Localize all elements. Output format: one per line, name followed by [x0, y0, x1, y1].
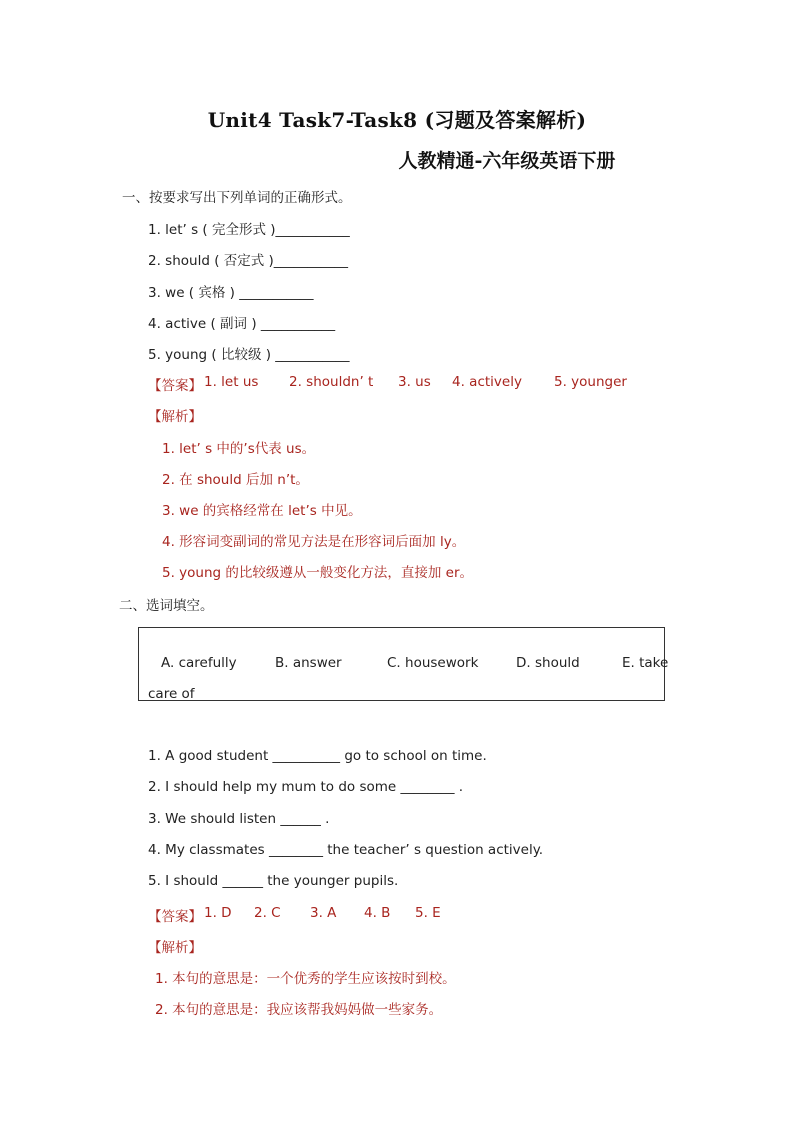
section1-answer: 5. younger — [554, 374, 627, 390]
section1-analysis-item: 4. 形容词变副词的常见方法是在形容词后面加 ly。 — [162, 534, 466, 550]
word-bank-option: D. should — [516, 655, 580, 671]
section2-question: 5. I should ______ the younger pupils. — [148, 873, 399, 889]
section1-analysis-item: 2. 在 should 后加 n’t。 — [162, 472, 309, 488]
section1-answer-label: 【答案】 — [148, 378, 202, 394]
section1-question: 1. let’ s ( 完全形式 )___________ — [148, 222, 350, 238]
section1-answer: 3. us — [398, 374, 431, 390]
section2-analysis-label: 【解析】 — [148, 940, 202, 956]
section2-answer: 3. A — [310, 905, 337, 921]
section2-analysis-item: 2. 本句的意思是：我应该帮我妈妈做一些家务。 — [155, 1002, 443, 1018]
section1-question: 3. we ( 宾格 ) ___________ — [148, 285, 314, 301]
document-title: Unit4 Task7-Task8 (习题及答案解析) — [207, 108, 587, 132]
word-bank-option: B. answer — [275, 655, 342, 671]
section2-answer: 5. E — [415, 905, 441, 921]
section2-question: 1. A good student __________ go to school on time. — [148, 748, 487, 764]
section1-answer: 2. shouldn’ t — [289, 374, 374, 390]
section2-answer: 1. D — [204, 905, 232, 921]
section1-analysis-item: 5. young 的比较级遵从一般变化方法，直接加 er。 — [162, 565, 474, 581]
section1-analysis-item: 3. we 的宾格经常在 let’s 中见。 — [162, 503, 362, 519]
section2-answer: 2. C — [254, 905, 281, 921]
word-bank-option: A. carefully — [161, 655, 237, 671]
section1-answer: 4. actively — [452, 374, 522, 390]
section2-heading: 二、选词填空。 — [119, 598, 214, 614]
section2-answer: 4. B — [364, 905, 391, 921]
section1-question: 2. should ( 否定式 )___________ — [148, 253, 349, 269]
section1-answer: 1. let us — [204, 374, 259, 390]
section2-question: 2. I should help my mum to do some ________ . — [148, 779, 464, 795]
section1-question: 4. active ( 副词 ) ___________ — [148, 316, 336, 332]
section2-analysis-item: 1. 本句的意思是：一个优秀的学生应该按时到校。 — [155, 971, 456, 987]
word-bank-option: E. take — [622, 655, 669, 671]
section1-analysis-item: 1. let’ s 中的’s代表 us。 — [162, 441, 316, 457]
section2-question: 4. My classmates ________ the teacher’ s question actively. — [148, 842, 544, 858]
word-bank-option-wrap: care of — [148, 686, 195, 702]
section1-heading: 一、按要求写出下列单词的正确形式。 — [122, 190, 352, 206]
section1-analysis-label: 【解析】 — [148, 409, 202, 425]
section2-answer-label: 【答案】 — [148, 909, 202, 925]
section2-question: 3. We should listen ______ . — [148, 811, 330, 827]
word-bank-option: C. housework — [387, 655, 479, 671]
section1-question: 5. young ( 比较级 ) ___________ — [148, 347, 350, 363]
document-subtitle: 人教精通-六年级英语下册 — [398, 150, 616, 172]
